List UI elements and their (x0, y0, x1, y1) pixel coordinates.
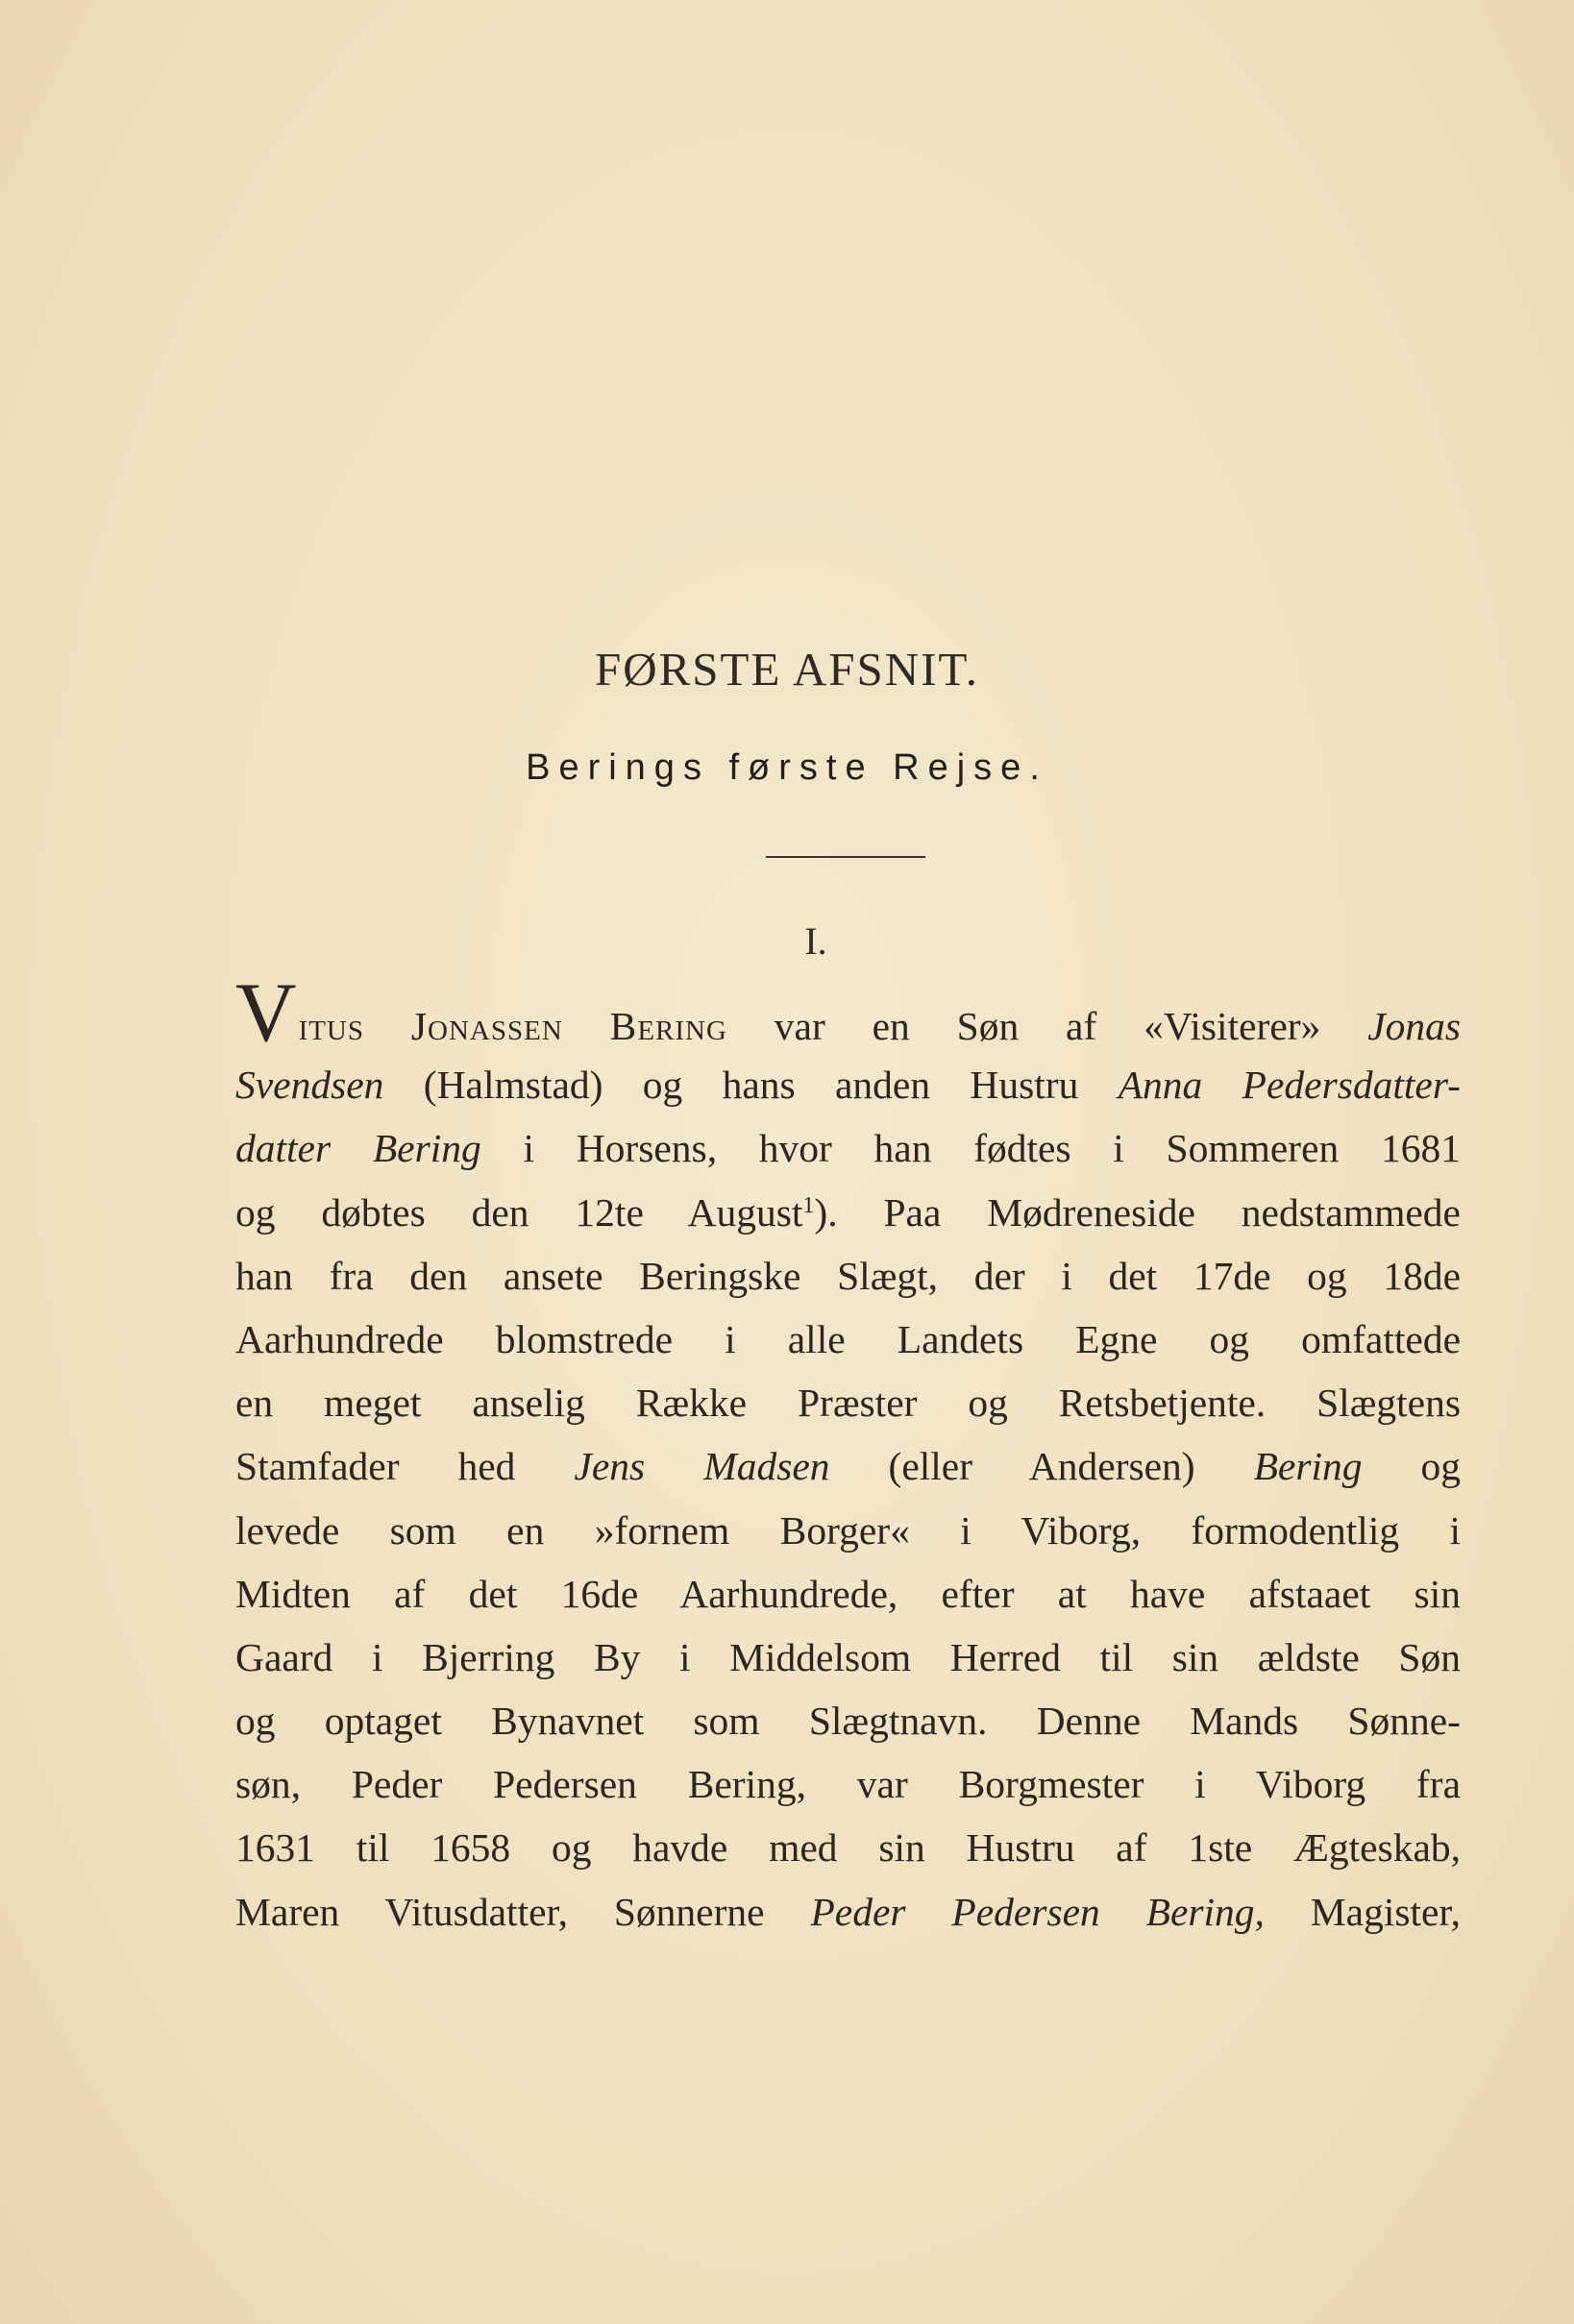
italic-name: Bering (1253, 1444, 1363, 1489)
divider-rule (766, 856, 925, 858)
chapter-subtitle: Berings første Rejse. (526, 747, 1048, 788)
text-line-9: levede som en »fornem Borger« i Viborg, formodentlig i (235, 1507, 1461, 1553)
text-line-11: Gaard i Bjerring By i Middelsom Herred til sin ældste Søn (235, 1634, 1461, 1679)
text-line-10: Midten af det 16de Aarhundrede, efter at have afstaaet sin (235, 1571, 1461, 1616)
text-run: (Halmstad) og hans anden Hustru (383, 1063, 1119, 1108)
italic-name: Jens Madsen (574, 1444, 830, 1489)
text-run: ). Paa Mødreneside nedstammede (814, 1189, 1461, 1235)
italic-name: datter Bering (235, 1126, 481, 1171)
text-line-12: og optaget Bynavnet som Slægtnavn. Denne Mands Sønne- (235, 1699, 1461, 1744)
text-line-13: søn, Peder Pedersen Bering, var Borgmester i Viborg fra (235, 1762, 1461, 1807)
footnote-marker: 1 (802, 1192, 815, 1218)
italic-name: Svendsen (235, 1063, 384, 1108)
text-line-14: 1631 til 1658 og havde med sin Hustru af 1ste Ægteskab, (235, 1825, 1461, 1871)
text-run: i Horsens, hvor han fødtes i Sommeren 1681 (480, 1126, 1461, 1171)
text-line-1 (235, 966, 1462, 1060)
text-line-15 (235, 1880, 1461, 1944)
text-line-3 (235, 1116, 1461, 1180)
text-run: Stamfader hed (235, 1444, 575, 1489)
text-line-6: Aarhundrede blomstrede i alle Landets Egne og omfattede (235, 1316, 1461, 1361)
text-run: Magister, (1264, 1889, 1462, 1934)
text-run: og døbtes den 12te August (235, 1189, 803, 1235)
text-run: og (1362, 1444, 1461, 1489)
text-run: (eller Andersen) (829, 1444, 1254, 1489)
chapter-number: I. (804, 919, 827, 963)
text-line-4 (235, 1181, 1461, 1244)
drop-cap: V (235, 966, 297, 1060)
text-line-5: han fra den ansete Beringske Slægt, der i det 17de og 18de (235, 1253, 1461, 1298)
small-caps-name: Jonassen (410, 1004, 563, 1048)
italic-name: Anna Pedersdatter- (1118, 1063, 1461, 1108)
text-run: Maren Vitusdatter, Sønnerne (235, 1889, 811, 1934)
italic-name: Jonas (1367, 1004, 1462, 1048)
text-run: var en Søn af «Visiterer» (726, 1004, 1368, 1048)
section-title: FØRSTE AFSNIT. (594, 643, 980, 696)
text-line-8 (235, 1434, 1461, 1498)
text-line-7: en meget anselig Række Præster og Retsbetjente. Slægtens (235, 1381, 1461, 1426)
text-line-2 (235, 1053, 1461, 1116)
body-paragraph (235, 966, 1462, 1944)
small-caps-name: itus (298, 1004, 365, 1048)
italic-name: Peder Pedersen Bering, (810, 1889, 1265, 1934)
small-caps-name: Bering (609, 1004, 727, 1048)
